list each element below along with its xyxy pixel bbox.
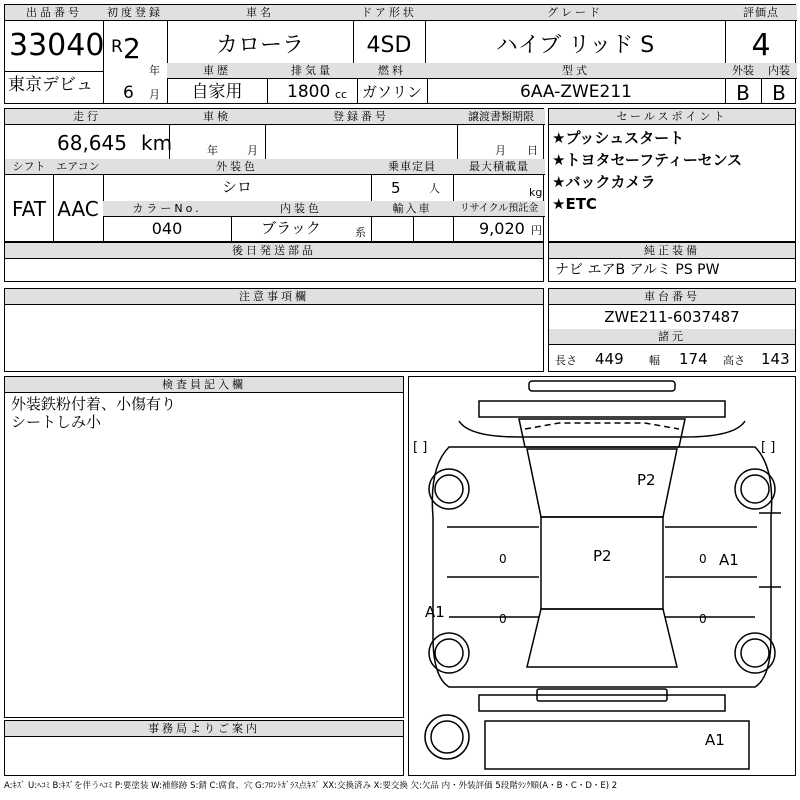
mileage-unit: km [141,131,173,155]
sales-points-header: セールスポイント [549,109,795,125]
score-header: 評価点 [725,5,797,21]
recycle-fee: 9,020 [479,219,525,238]
notes [4,288,544,372]
spec-height-label: 高さ [723,354,745,367]
import-header: 輸入車 [371,201,453,217]
color-no: 040 [151,219,183,238]
mark-rear-bumper: A1 [705,731,725,749]
grade-header: グレード [425,5,725,21]
lot-number: 33040 [9,28,105,63]
notes-header: 注意事項欄 [5,289,543,305]
registration-header: 登録番号 [265,109,457,125]
displacement: 1800 [287,82,331,102]
car-diagram [408,376,796,776]
sales-point-4: ★ETC [552,195,597,213]
recycle-unit: 円 [531,224,542,237]
mark-bracket-right: [ ] [761,440,776,455]
genuine-equipment [548,242,796,282]
mark-bracket-left: [ ] [413,440,428,455]
year: 2 [123,32,141,65]
interior-score: B [772,81,786,105]
month: 6 [123,83,134,103]
aircon: AAC [57,197,99,221]
mark-right-front-door: A1 [719,551,739,569]
capacity-unit: 人 [429,182,440,195]
door-type-header: ドア形状 [353,5,425,21]
inspection-year-unit: 年 [207,144,218,157]
sales-point-3: ★バックカメラ [552,173,656,191]
interior-color-suffix: 系 [355,226,366,239]
mark-right-door-zero: 0 [699,552,707,566]
displacement-unit: cc [335,88,348,101]
spec-length: 449 [595,350,624,368]
interior-color: ブラック [261,219,321,237]
exterior-score: B [736,81,750,105]
vehicle-details [4,108,544,242]
grade: ハイブ リッド S [495,33,655,58]
month-unit: 月 [149,88,160,101]
fuel-header: 燃料 [357,63,427,79]
sales-points [548,108,796,242]
interior-header: 内装 [761,63,797,79]
sales-point-2: ★トヨタセーフティーセンス [552,151,743,169]
score: 4 [751,28,771,63]
lot-number-header: 出品番号 [5,5,103,21]
specs-header: 諸元 [549,329,795,345]
inspector-notes [4,376,404,718]
legend: A:ｷｽﾞ U:ﾍｺﾐ B:ｷｽﾞを伴うﾍｺﾐ P:要塗装 W:補修跡 S:錆 C:腐食、穴 G:ﾌﾛﾝﾄｶﾞﾗｽ点ｷｽﾞ XX:交換済み X:要交換 欠:欠品 内・外装評価 5段階ﾗﾝｸ順(A・B・C・D・E) 2 [4,781,618,791]
aircon-header: エアコン [53,159,103,175]
spec-width: 174 [679,350,708,368]
office-info [4,720,404,776]
shift: FAT [11,197,46,221]
mileage: 68,645 [57,131,127,155]
venue: 東京デビュ [8,75,93,95]
shift-header: シフト [5,159,53,175]
history-header: 車歴 [167,63,267,79]
chassis-specs [548,288,796,372]
chassis-number: ZWE211-6037487 [604,308,740,326]
chassis-number-header: 車台番号 [549,289,795,305]
mark-right-rear-zero: 0 [699,612,707,626]
recycle-fee-header: リサイクル預託金 [453,201,545,217]
model-type: 6AA-ZWE211 [520,82,632,102]
car-name: カローラ [215,33,304,58]
mark-roof: P2 [637,471,656,489]
car-outline-diagram [409,377,795,775]
office-info-header: 事務局よりご案内 [5,721,403,737]
door-type: 4SD [366,33,412,58]
mark-left-rear-zero: 0 [499,612,507,626]
exterior-color: シロ [221,178,252,196]
inspection-header: 車検 [169,109,265,125]
spec-width-label: 幅 [649,354,660,367]
max-load-unit: kg [529,186,543,199]
displacement-header: 排気量 [267,63,357,79]
genuine-equipment-value: ナビ エアB アルミ PS PW [555,262,720,278]
interior-color-header: 内装色 [231,201,371,217]
model-type-header: 型式 [427,63,725,79]
exterior-color-header: 外装色 [103,159,371,175]
transfer-docs-header: 譲渡書類期限 [457,109,545,125]
inspector-note-2: シートしみ小 [11,413,102,431]
inspector-notes-header: 検査員記入欄 [5,377,403,393]
capacity-header: 乗車定員 [371,159,453,175]
capacity: 5 [391,179,401,197]
mark-left-door-zero: 0 [499,552,507,566]
era: R [111,37,123,57]
fuel: ガソリン [361,83,422,101]
genuine-equipment-header: 純正装備 [549,243,795,259]
later-parts-header: 後日発送部品 [5,243,543,259]
header-grid [4,4,796,104]
mark-hood: P2 [593,547,612,565]
spec-height: 143 [761,350,790,368]
first-registration-header: 初度登録 [103,5,167,21]
mileage-header: 走行 [5,109,169,125]
later-parts [4,242,544,282]
car-name-header: 車名 [167,5,353,21]
mark-left-front-fender: A1 [425,603,445,621]
transfer-day-unit: 日 [527,144,538,157]
spec-length-label: 長さ [555,354,577,367]
transfer-month-unit: 月 [495,144,506,157]
inspector-note-1: 外装鉄粉付着、小傷有り [11,395,177,413]
exterior-header: 外装 [725,63,761,79]
color-no-header: カラーNo. [103,201,231,217]
max-load-header: 最大積載量 [453,159,545,175]
year-unit: 年 [149,64,160,77]
inspection-month-unit: 月 [247,144,258,157]
history: 自家用 [191,82,243,102]
sales-point-1: ★プッシュスタート [552,129,685,147]
